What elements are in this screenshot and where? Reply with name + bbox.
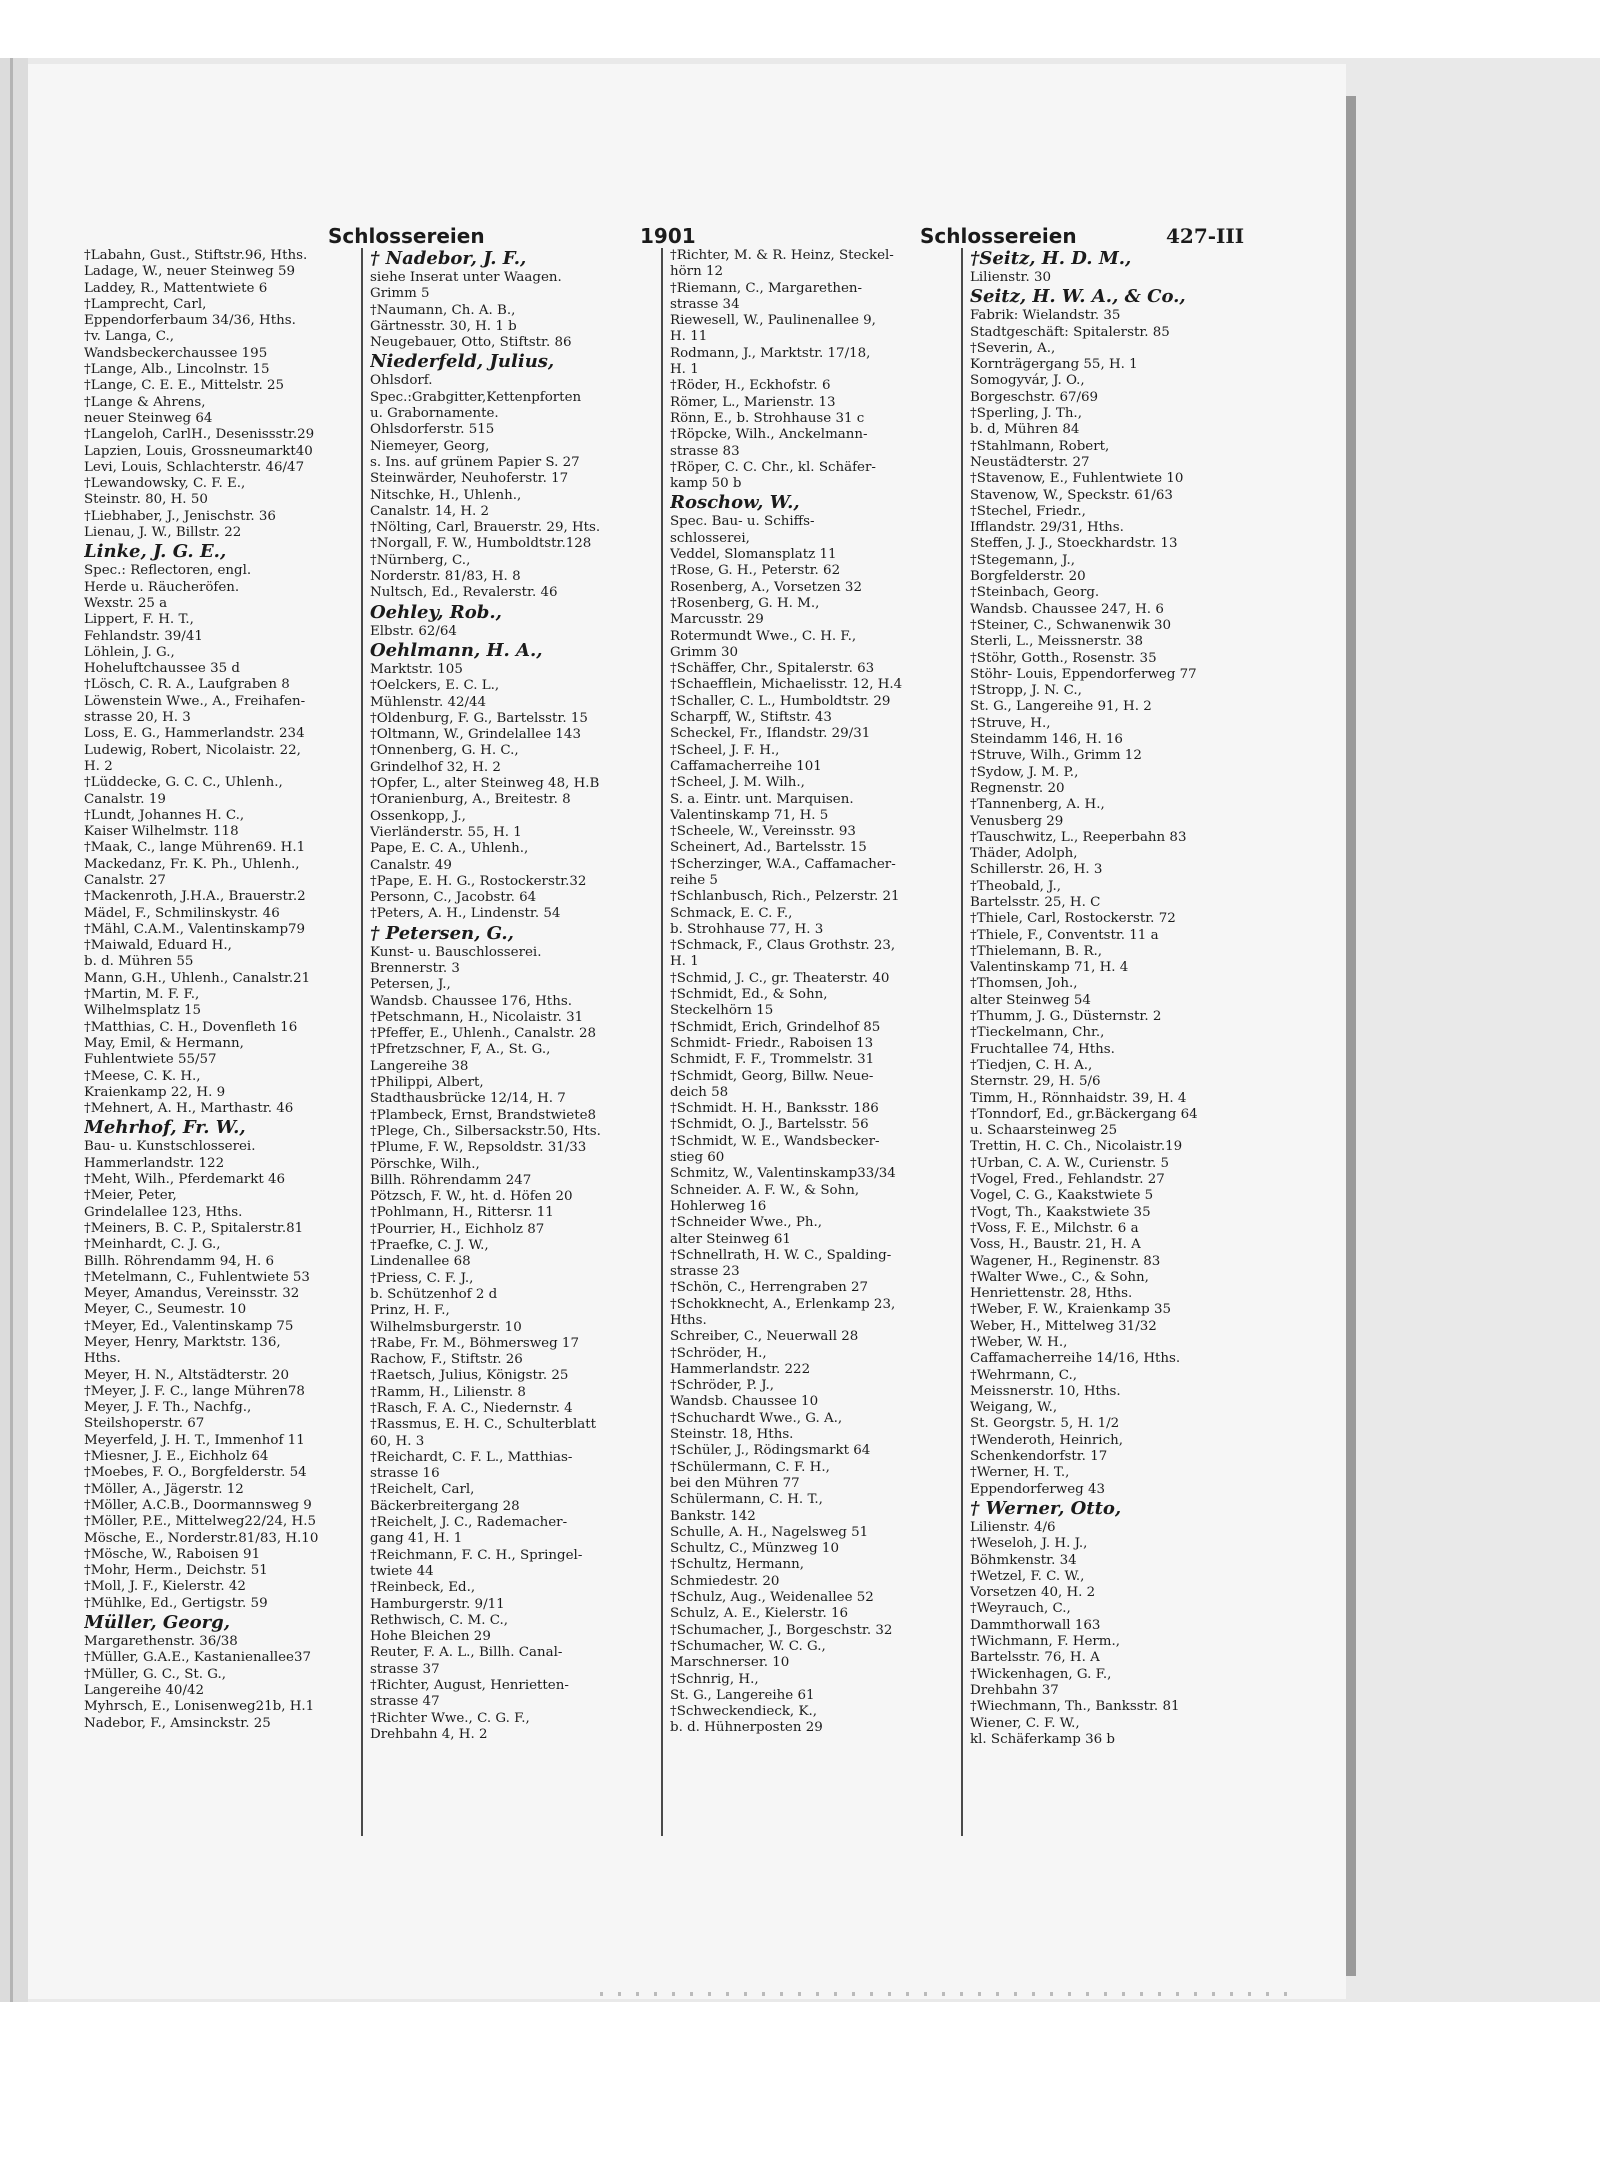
directory-entry: †Tonndorf, Ed., gr.Bäckergang 64 u. Schaarsteinweg 25 [970,1106,1198,1139]
directory-entry: †Schultz, Hermann, Schmiedestr. 20 [670,1557,805,1589]
directory-entry: †Möller, A.C.B., Doormannsweg 9 [84,1497,312,1513]
directory-entry: Schulle, A. H., Nagelsweg 51 [670,1524,869,1540]
directory-entry-featured: Seitz, H. W. A., & Co., [970,286,1186,308]
directory-entry: †Lange, Alb., Lincolnstr. 15 [84,362,270,378]
directory-entry: †Rasch, F. A. C., Niedernstr. 4 [370,1401,573,1416]
directory-entry: †Richter Wwe., C. G. F., Drehbahn 4, H. 2 [370,1710,530,1742]
directory-entry: †Nölting, Carl, Brauerstr. 29, Hts. [370,520,601,536]
directory-entry: Weigang, W., St. Georgstr. 5, H. 1/2 [970,1400,1120,1432]
directory-entry: Stöhr- Louis, Eppendorferweg 77 [970,666,1197,682]
directory-entry: †Wichmann, F. Herm., Bartelsstr. 76, H. A [970,1634,1121,1666]
directory-entry: †Urban, C. A. W., Curienstr. 5 [970,1155,1170,1171]
directory-entry: †Rose, G. H., Peterstr. 62 [670,563,841,579]
directory-entry: Rönn, E., b. Strohhause 31 c [670,410,865,426]
directory-entry: Lilienstr. 30 [970,270,1052,285]
header-page-number: 427-III [1166,224,1245,248]
directory-entry-featured: †Seitz, H. D. M., [970,248,1132,269]
directory-entry: †Maiwald, Eduard H., b. d. Mühren 55 [84,938,232,970]
directory-entry: Petersen, J., Wandsb. Chaussee 176, Hths. [370,977,572,1009]
column-divider [961,248,963,1836]
directory-entry: †Schokknecht, A., Erlenkamp 23, Hths. [670,1296,896,1328]
directory-entry: Nultsch, Ed., Revalerstr. 46 [370,585,558,601]
directory-entry: †Röpcke, Wilh., Anckelmann- strasse 83 [670,427,868,459]
directory-column-2 [370,248,656,1844]
directory-entry: Meyerfeld, J. H. T., Immenhof 11 [84,1432,305,1448]
directory-entry: †Onnenberg, G. H. C., Grindelhof 32, H. 2 [370,743,519,775]
directory-entry: Riewesell, W., Paulinenallee 9, H. 11 [670,313,876,345]
directory-entry: Kunst- u. Bauschlosserei. Brennerstr. 3 [370,944,542,976]
directory-entry: †Meier, Peter, Grindelallee 123, Hths. [84,1188,243,1220]
directory-entry: †Pourrier, H., Eichholz 87 [370,1221,545,1237]
directory-entry: Ludewig, Robert, Nicolaistr. 22, H. 2 [84,742,301,774]
directory-entry: Prinz, H. F., Wilhelmsburgerstr. 10 [370,1303,522,1335]
directory-entry-featured: Mehrhof, Fr. W., [84,1117,246,1139]
directory-entry: †Wetzel, F. C. W., Vorsetzen 40, H. 2 [970,1568,1096,1601]
directory-entry: †Schröder, H., Hammerlandstr. 222 [670,1345,811,1377]
directory-entry: †Oranienburg, A., Breitestr. 8 [370,792,571,808]
directory-entry: †Reichelt, Carl, Bäckerbreitergang 28 [370,1482,520,1514]
directory-entry-featured: † Nadebor, J. F., [370,248,527,269]
directory-entry: †Meyer, Ed., Valentinskamp 75 [84,1318,294,1334]
directory-entry: †Schneider Wwe., Ph., alter Steinweg 61 [670,1215,823,1247]
directory-entry: Weber, H., Mittelweg 31/32 [970,1318,1157,1334]
directory-entry: †Miesner, J. E., Eichholz 64 [84,1449,269,1465]
directory-entry: †Thomsen, Joh., alter Steinweg 54 [970,976,1091,1008]
directory-entry-featured: Oehlmann, H. A., [370,639,543,661]
directory-entry: †Thiele, Carl, Rostockerstr. 72 [970,911,1176,927]
directory-entry: †Langeloh, CarlH., Desenissstr.29 [84,427,315,443]
directory-entry: Pape, E. C. A., Uhlenh., Canalstr. 49 [370,841,529,873]
directory-entry: Neugebauer, Otto, Stiftstr. 86 [370,335,572,351]
directory-entry: †Naumann, Ch. A. B., Gärtnesstr. 30, H. 1 b [370,302,517,334]
directory-entry: †Schmidt, Erich, Grindelhof 85 [670,1019,881,1035]
directory-entry: Niemeyer, Georg, s. Ins. auf grünem Papier S. 27 Steinwärder, Neuhoferstr. 17 [370,438,580,487]
directory-entry: †Steinbach, Georg. Wandsb. Chaussee 247, H. 6 [970,585,1164,617]
directory-entry: Levi, Louis, Schlachterstr. 46/47 [84,459,305,475]
directory-entry: Lapzien, Louis, Grossneumarkt40 [84,443,313,459]
directory-entry: †Meinhardt, C. J. G., Billh. Röhrendamm 94, H. 6 [84,1237,275,1269]
directory-entry: Schulz, A. E., Kielerstr. 16 [670,1606,849,1622]
directory-entry: Trettin, H. C. Ch., Nicolaistr.19 [970,1139,1183,1155]
directory-entry: Schultz, C., Münzweg 10 [670,1541,839,1557]
directory-entry: †Wickenhagen, G. F., Drehbahn 37 [970,1666,1112,1698]
directory-entry: †Mähl, C.A.M., Valentinskamp79 [84,921,306,937]
directory-entry: †Pape, E. H. G., Rostockerstr.32 [370,873,587,889]
directory-entry: Schmidt, F. F., Trommelstr. 31 [670,1052,875,1068]
directory-entry: †Peters, A. H., Lindenstr. 54 [370,906,561,922]
directory-entry: Römer, L., Marienstr. 13 [670,394,836,410]
directory-entry: †Müller, G.A.E., Kastanienallee37 [84,1650,312,1666]
directory-entry: †Priess, C. F. J., b. Schützenhof 2 d [370,1270,498,1302]
directory-entry: †Matthias, C. H., Dovenfleth 16 [84,1019,298,1035]
page-edge-shadow [1346,96,1356,1976]
directory-entry: †Schuchardt Wwe., G. A., Steinstr. 18, Hths. [670,1410,843,1443]
directory-entry: †Steiner, C., Schwanenwik 30 [970,617,1172,633]
directory-entry: Pötzsch, F. W., ht. d. Höfen 20 [370,1189,573,1205]
directory-entry: Ohlsdorf. Spec.:Grabgitter,Kettenpforten u. Grabornamente. Ohlsdorferstr. 515 [370,373,582,438]
directory-entry: †Voss, F. E., Milchstr. 6 a [970,1220,1139,1236]
directory-entry: Stavenow, W., Speckstr. 61/63 [970,487,1173,503]
directory-entry: †Tauschwitz, L., Reeperbahn 83 [970,829,1187,845]
directory-entry: Rethwisch, C. M. C., Hohe Bleichen 29 [370,1612,509,1645]
directory-entry: †Maak, C., lange Mühren69. H.1 [84,840,306,856]
directory-entry: †Werner, H. T., Eppendorferweg 43 [970,1465,1106,1497]
directory-entry: †Mohr, Herm., Deichstr. 51 [84,1563,268,1579]
directory-entry: Myhrsch, E., Lonisenweg21b, H.1 [84,1699,315,1715]
directory-entry: Meyer, J. F. Th., Nachfg., Steilshoperstr. 67 [84,1400,252,1432]
directory-entry: †Oelckers, E. C. L., Mühlenstr. 42/44 [370,678,500,710]
directory-entry: Lienau, J. W., Billstr. 22 [84,525,242,541]
directory-entry: Schneider. A. F. W., & Sohn, Hohlerweg 16 [670,1182,860,1214]
directory-entry: †Lange, C. E. E., Mittelstr. 25 [84,378,285,394]
directory-entry: †Rabe, Fr. M., Böhmersweg 17 [370,1335,579,1351]
directory-column-4 [970,248,1256,1844]
header-right-title: Schlossereien [920,224,1077,248]
directory-entry: †Schmidt, Ed., & Sohn, Steckelhörn 15 [670,987,828,1019]
directory-entry: †Moll, J. F., Kielerstr. 42 [84,1579,246,1595]
directory-entry: Lippert, F. H. T., Fehlandstr. 39/41 [84,612,203,644]
header-left-title: Schlossereien [328,224,485,248]
directory-entry: †Stöhr, Gotth., Rosenstr. 35 [970,650,1157,666]
directory-entry: †Riemann, C., Margarethen- strasse 34 [670,280,863,312]
directory-entry: siehe Inserat unter Waagen. Grimm 5 [370,270,562,302]
directory-entry: †Reichelt, J. C., Rademacher- gang 41, H. 1 [370,1515,568,1547]
directory-entry: †Schweckendieck, K., b. d. Hühnerposten 29 [670,1704,823,1736]
directory-entry: †Vogel, Fred., Fehlandstr. 27 [970,1172,1165,1188]
directory-entry: †Möller, P.E., Mittelweg22/24, H.5 [84,1514,316,1530]
directory-entry: Ladage, W., neuer Steinweg 59 [84,264,296,280]
directory-entry: †Pfeffer, E., Uhlenh., Canalstr. 28 [370,1026,596,1042]
directory-entry: Schmack, E. C. F., b. Strohhause 77, H. 3 [670,905,824,937]
directory-entry: †Schmidt, Georg, Billw. Neue- deich 58 [670,1068,874,1100]
directory-entry: Löwenstein Wwe., A., Freihafen- strasse 20, H. 3 [84,693,306,726]
directory-entry: †Ramm, H., Lilienstr. 8 [370,1384,526,1400]
directory-entry: Spec.: Reflectoren, engl. Herde u. Räucheröfen. Wexstr. 25 a [84,563,252,611]
directory-entry: Meyer, Amandus, Vereinsstr. 32 [84,1286,300,1302]
directory-entry: †Lösch, C. R. A., Laufgraben 8 [84,677,290,693]
header-year: 1901 [640,224,696,248]
directory-entry: †Röper, C. C. Chr., kl. Schäfer- kamp 50 b [670,459,876,492]
directory-entry: †Schumacher, W. C. G., Marschnerser. 10 [670,1638,826,1671]
directory-entry: Lilienstr. 4/6 [970,1519,1056,1535]
directory-entry: Marktstr. 105 [370,661,463,677]
directory-entry: †Weyrauch, C., Dammthorwall 163 [970,1601,1101,1633]
directory-entry-featured: Roschow, W., [670,492,800,514]
directory-entry: †Sperling, J. Th., b. d, Mühren 84 [970,406,1082,438]
directory-entry: †Rassmus, E. H. C., Schulterblatt 60, H. 3 [370,1417,597,1449]
directory-entry: †Lewandowsky, C. F. E., Steinstr. 80, H. 50 [84,476,246,508]
directory-entry: †Röder, H., Eckhofstr. 6 [670,378,831,394]
directory-entry: Wiener, C. F. W., kl. Schäferkamp 36 b [970,1715,1115,1747]
directory-entry: †Tiedjen, C. H. A., Sternstr. 29, H. 5/6 [970,1057,1101,1090]
directory-entry: †Sydow, J. M. P., Regnenstr. 20 [970,764,1079,796]
directory-entry: †Müller, G. C., St. G., Langereihe 40/42 [84,1666,227,1698]
directory-entry: †Thielemann, B. R., Valentinskamp 71, H. 4 [970,943,1129,976]
directory-entry: †Stahlmann, Robert, Neustädterstr. 27 [970,438,1110,470]
directory-entry: †Lamprecht, Carl, Eppendorferbaum 34/36, Hths. [84,296,296,329]
directory-entry: Reuter, F. A. L., Billh. Canal- strasse 37 [370,1645,563,1677]
directory-entry: †Schnrig, H., St. G., Langereihe 61 [670,1671,815,1703]
directory-entry: †Plambeck, Ernst, Brandstwiete8 [370,1107,597,1123]
directory-entry-featured: Oehley, Rob., [370,601,502,623]
directory-entry: †Schumacher, J., Borgeschstr. 32 [670,1622,893,1638]
directory-entry: Pörschke, Wilh., Billh. Röhrendamm 247 [370,1156,532,1188]
directory-entry: †Wiechmann, Th., Banksstr. 81 [970,1699,1180,1715]
directory-entry: †Metelmann, C., Fuhlentwiete 53 [84,1269,310,1285]
directory-entry: Rosenberg, A., Vorsetzen 32 [670,579,862,595]
directory-entry: †Meht, Wilh., Pferdemarkt 46 [84,1172,285,1188]
directory-entry: †Philippi, Albert, Stadthausbrücke 12/14, H. 7 [370,1075,566,1107]
directory-entry: Scheckel, Fr., Iflandstr. 29/31 [670,726,871,742]
directory-entry: †Schulz, Aug., Weidenallee 52 [670,1590,874,1606]
directory-entry: †Stavenow, E., Fuhlentwiete 10 [970,471,1184,487]
directory-entry: †Mösche, W., Raboisen 91 [84,1546,261,1562]
directory-entry: Schreiber, C., Neuerwall 28 [670,1329,859,1345]
directory-entry: †Schmack, F., Claus Grothstr. 23, H. 1 [670,938,896,970]
directory-entry: Meyer, H. N., Altstädterstr. 20 [84,1367,289,1383]
directory-entry: Scheinert, Ad., Bartelsstr. 15 [670,840,867,856]
directory-entry: †Schmidt, O. J., Bartelsstr. 56 [670,1117,869,1133]
directory-entry: †Scheele, W., Vereinsstr. 93 [670,824,856,840]
directory-entry: †Wehrmann, C., Meissnerstr. 10, Hths. [970,1367,1121,1399]
column-divider [661,248,663,1836]
directory-entry: †v. Langa, C., Wandsbeckerchaussee 195 [84,329,268,361]
directory-entry: †Schröder, P. J., Wandsb. Chaussee 10 [670,1378,819,1410]
directory-entry: †Meese, C. K. H., Kraienkamp 22, H. 9 [84,1068,226,1100]
directory-entry: Schmitz, W., Valentinskamp33/34 [670,1166,896,1182]
directory-entry: Mösche, E., Norderstr.81/83, H.10 [84,1530,319,1546]
scan-noise [600,1992,1300,1996]
directory-entry: Bau- u. Kunstschlosserei. Hammerlandstr. 122 [84,1139,256,1171]
directory-entry: †Möller, A., Jägerstr. 12 [84,1481,244,1497]
directory-entry: †Nürnberg, C., Norderstr. 81/83, H. 8 [370,552,521,585]
directory-entry: †Mackenroth, J.H.A., Brauerstr.2 [84,889,306,905]
directory-entry: †Schäffer, Chr., Spitalerstr. 63 [670,661,875,677]
directory-entry: Elbstr. 62/64 [370,623,457,639]
directory-entry: †Weber, F. W., Kraienkamp 35 [970,1302,1172,1318]
directory-entry: Schmidt- Friedr., Raboisen 13 [670,1035,874,1051]
directory-entry: Rodmann, J., Marktstr. 17/18, H. 1 [670,345,871,378]
directory-entry: †Walter Wwe., C., & Sohn, Henriettenstr. 28, Hths. [970,1269,1149,1302]
directory-entry: †Schlanbusch, Rich., Pelzerstr. 21 [670,889,900,905]
directory-entry: †Oldenburg, F. G., Bartelsstr. 15 [370,710,588,726]
directory-entry: †Oltmann, W., Grindelallee 143 [370,727,581,743]
directory-entry: †Pfretzschner, F, A., St. G., Langereihe 38 [370,1042,551,1074]
directory-entry: †Tieckelmann, Chr., Fruchtallee 74, Hths. [970,1025,1115,1057]
directory-entry: †Tannenberg, A. H., Venusberg 29 [970,797,1105,829]
directory-entry: †Schmidt, W. E., Wandsbecker- stieg 60 [670,1133,880,1166]
directory-entry-featured: Niederfeld, Julius, [370,351,555,373]
directory-entry: †Thumm, J. G., Düsternstr. 2 [970,1009,1162,1025]
directory-entry: †Reichardt, C. F. L., Matthias- strasse 16 [370,1449,573,1482]
directory-entry: Sterli, L., Meissnerstr. 38 [970,634,1143,650]
directory-entry: Voss, H., Baustr. 21, H. A [970,1237,1141,1253]
directory-entry: Scharpff, W., Stiftstr. 43 [670,710,832,726]
directory-entry: †Pohlmann, H., Rittersr. 11 [370,1205,554,1221]
directory-entry: †Norgall, F. W., Humboldtstr.128 [370,536,592,552]
directory-entry: Thäder, Adolph, Schillerstr. 26, H. 3 [970,846,1103,878]
directory-entry: †Vogt, Th., Kaakstwiete 35 [970,1204,1151,1220]
directory-entry: †Mehnert, A. H., Marthastr. 46 [84,1101,294,1117]
directory-entry: Mädel, F., Schmilinskystr. 46 [84,905,280,921]
directory-entry: †Meyer, J. F. C., lange Mühren78 [84,1383,305,1399]
directory-entry: May, Emil, & Hermann, Fuhlentwiete 55/57 [84,1035,244,1068]
directory-entry: †Plume, F. W., Repsoldstr. 31/33 [370,1140,587,1156]
directory-entry: Steffen, J. J., Stoeckhardstr. 13 [970,536,1178,552]
directory-entry: Personn, C., Jacobstr. 64 [370,890,537,906]
directory-entry: †Schnellrath, H. W. C., Spalding- strasse 23 [670,1247,892,1280]
directory-entry: †Scherzinger, W.A., Caffamacher- reihe 5 [670,856,896,888]
directory-entry: †Stropp, J. N. C., St. G., Langereihe 91, H. 2 [970,683,1152,715]
directory-column-3 [670,248,956,1844]
directory-entry: †Meiners, B. C. P., Spitalerstr.81 [84,1220,304,1236]
directory-entry-featured: † Werner, Otto, [970,1497,1122,1519]
directory-entry: Vogel, C. G., Kaakstwiete 5 [970,1188,1154,1204]
directory-entry: †Wenderoth, Heinrich, Schenkendorfstr. 17 [970,1432,1123,1465]
directory-entry: †Weseloh, J. H. J., Böhmkenstr. 34 [970,1536,1088,1568]
directory-entry: †Schaller, C. L., Humboldtstr. 29 [670,693,891,709]
directory-entry: †Weber, W. H., Caffamacherreihe 14/16, Hths. [970,1335,1181,1367]
directory-page [28,64,1346,1999]
directory-entry: †Struve, Wilh., Grimm 12 [970,748,1142,764]
directory-entry: †Raetsch, Julius, Königstr. 25 [370,1368,569,1384]
directory-entry: †Schülermann, C. F. H., bei den Mühren 77 [670,1459,830,1491]
directory-entry: †Schön, C., Herrengraben 27 [670,1280,869,1296]
directory-entry: †Moebes, F. O., Borgfelderstr. 54 [84,1465,307,1481]
directory-entry: Somogyvár, J. O., Borgeschstr. 67/69 [970,373,1099,405]
directory-entry: Fabrik: Wielandstr. 35 Stadtgeschäft: Spitalerstr. 85 [970,308,1170,340]
directory-entry: †Schmid, J. C., gr. Theaterstr. 40 [670,970,890,986]
directory-entry: Nitschke, H., Uhlenh., Canalstr. 14, H. 2 [370,487,522,519]
directory-entry: †Stechel, Friedr., Ifflandstr. 29/31, Hths. [970,503,1124,536]
directory-entry-featured: Linke, J. G. E., [84,541,227,563]
directory-entry: †Lüddecke, G. C. C., Uhlenh., Canalstr. 19 [84,775,283,807]
directory-entry: Meyer, C., Seumestr. 10 [84,1302,247,1318]
directory-entry: †Plege, Ch., Silbersackstr.50, Hts. [370,1123,601,1139]
directory-entry-featured: Müller, Georg, [84,1612,231,1634]
directory-entry: †Scheel, J. M. Wilh., S. a. Eintr. unt. Marquisen. Valentinskamp 71, H. 5 [670,775,854,823]
directory-entry-featured: † Petersen, G., [370,922,514,944]
directory-entry: †Severin, A., Kornträgergang 55, H. 1 [970,340,1138,373]
directory-entry: †Theobald, J., Bartelsstr. 25, H. C [970,878,1101,910]
directory-entry: †Richter, M. & R. Heinz, Steckel- hörn 12 [670,248,894,280]
directory-entry: Wagener, H., Reginenstr. 83 [970,1253,1161,1269]
directory-entry: Timm, H., Rönnhaidstr. 39, H. 4 [970,1090,1187,1106]
directory-column-1 [84,248,370,1844]
directory-entry: Rotermundt Wwe., C. H. F., Grimm 30 [670,628,857,660]
directory-entry: †Reichmann, F. C. H., Springel- twiete 44 [370,1547,583,1579]
directory-entry: †Stegemann, J., Borgfelderstr. 20 [970,552,1086,585]
directory-entry: †Thiele, F., Conventstr. 11 a [970,927,1159,943]
directory-entry: Ossenkopp, J., Vierländerstr. 55, H. 1 [370,808,522,840]
directory-entry: †Labahn, Gust., Stiftstr.96, Hths. [84,248,308,263]
directory-entry: †Martin, M. F. F., Wilhelmsplatz 15 [84,987,202,1019]
directory-entry: †Schaefflein, Michaelisstr. 12, H.4 [670,677,903,693]
directory-entry: †Petschmann, H., Nicolaistr. 31 [370,1009,584,1025]
directory-entry: Schülermann, C. H. T., Bankstr. 142 [670,1492,823,1524]
directory-entry: †Liebhaber, J., Jenischstr. 36 [84,508,276,524]
previous-page-edge [0,58,28,2002]
directory-entry: Loss, E. G., Hammerlandstr. 234 [84,726,305,742]
directory-entry: †Struve, H., Steindamm 146, H. 16 [970,715,1123,748]
directory-entry: †Mühlke, Ed., Gertigstr. 59 [84,1595,268,1611]
directory-entry: Nadebor, F., Amsinckstr. 25 [84,1715,271,1731]
directory-entry: Mann, G.H., Uhlenh., Canalstr.21 [84,970,311,986]
directory-entry: †Lundt, Johannes H. C., Kaiser Wilhelmstr. 118 [84,807,245,840]
directory-entry: †Opfer, L., alter Steinweg 48, H.B [370,776,600,792]
directory-entry: Mackedanz, Fr. K. Ph., Uhlenh., Canalstr. 27 [84,856,300,888]
directory-entry: †Rosenberg, G. H. M., Marcusstr. 29 [670,595,820,628]
directory-entry: †Lange & Ahrens, neuer Steinweg 64 [84,394,213,426]
directory-entry: Rachow, F., Stiftstr. 26 [370,1352,523,1368]
directory-entry: †Praefke, C. J. W., Lindenallee 68 [370,1238,489,1270]
directory-entry: Spec. Bau- u. Schiffs- schlosserei, Veddel, Slomansplatz 11 [670,514,837,563]
directory-entry: †Schüler, J., Rödingsmarkt 64 [670,1443,871,1459]
directory-entry: †Reinbeck, Ed., Hamburgerstr. 9/11 [370,1580,505,1612]
directory-entry: Laddey, R., Mattentwiete 6 [84,280,268,296]
directory-entry: †Scheel, J. F. H., Caffamacherreihe 101 [670,742,822,774]
directory-entry: Margarethenstr. 36/38 [84,1634,238,1650]
directory-entry: †Richter, August, Henrietten- strasse 47 [370,1678,569,1710]
directory-entry: Löhlein, J. G., Hoheluftchaussee 35 d [84,644,240,677]
directory-entry: Meyer, Henry, Marktstr. 136, Hths. [84,1335,281,1367]
directory-entry: †Schmidt. H. H., Banksstr. 186 [670,1101,879,1117]
